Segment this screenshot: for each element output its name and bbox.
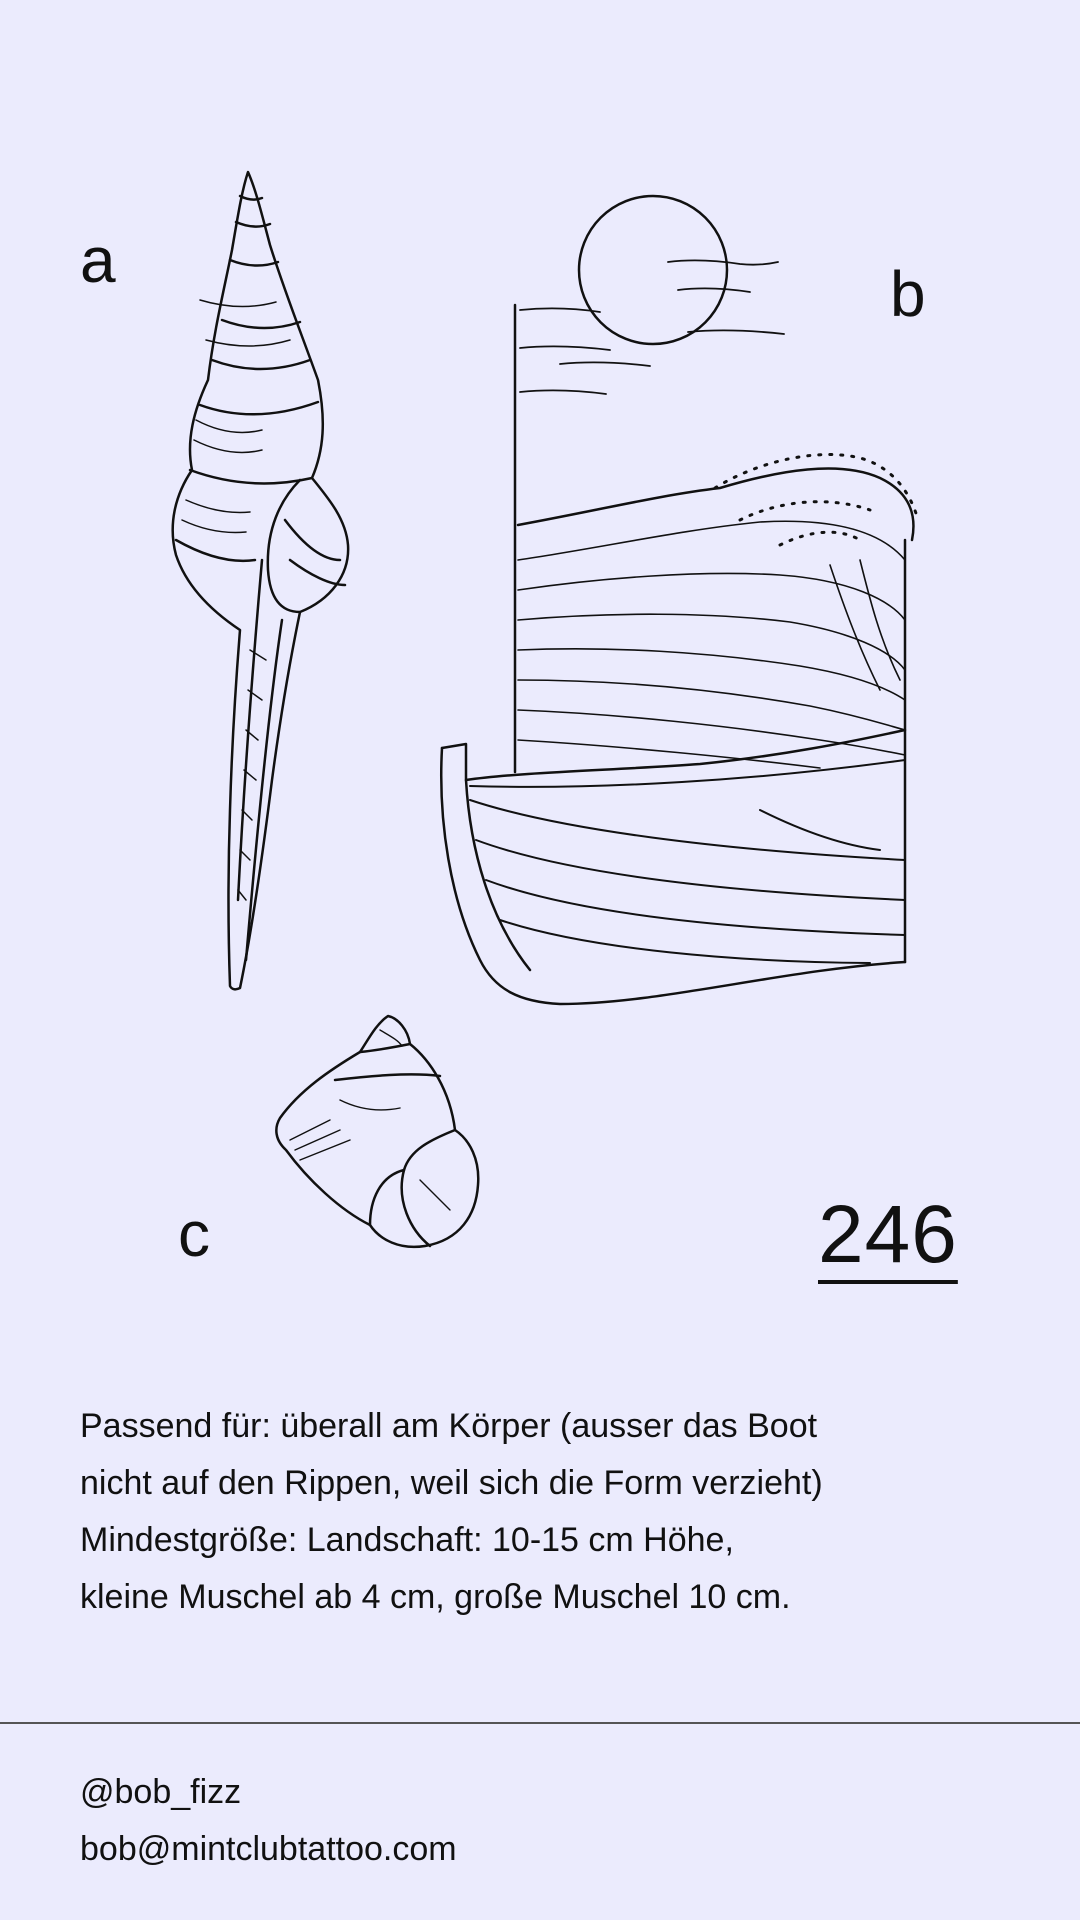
description-line: Passend für: überall am Körper (ausser das Boot (80, 1407, 818, 1445)
description-line: nicht auf den Rippen, weil sich die Form verzieht) (80, 1464, 823, 1502)
spiral-shell-illustration (173, 172, 348, 989)
small-shell-illustration (276, 1016, 478, 1247)
instagram-handle[interactable]: @bob_fizz (80, 1773, 242, 1811)
contact (80, 1764, 457, 1878)
label-c: c (178, 1198, 210, 1270)
divider (0, 1722, 1080, 1724)
description (80, 1398, 1040, 1626)
description-line: kleine Muschel ab 4 cm, große Muschel 10 cm. (80, 1578, 791, 1616)
label-a: a (80, 224, 116, 296)
design-number: 246 (818, 1189, 958, 1280)
label-b: b (890, 258, 926, 330)
description-line: Mindestgröße: Landschaft: 10-15 cm Höhe, (80, 1521, 734, 1559)
email-address[interactable]: bob@mintclubtattoo.com (80, 1830, 457, 1868)
boat-wave-illustration (441, 196, 918, 1004)
